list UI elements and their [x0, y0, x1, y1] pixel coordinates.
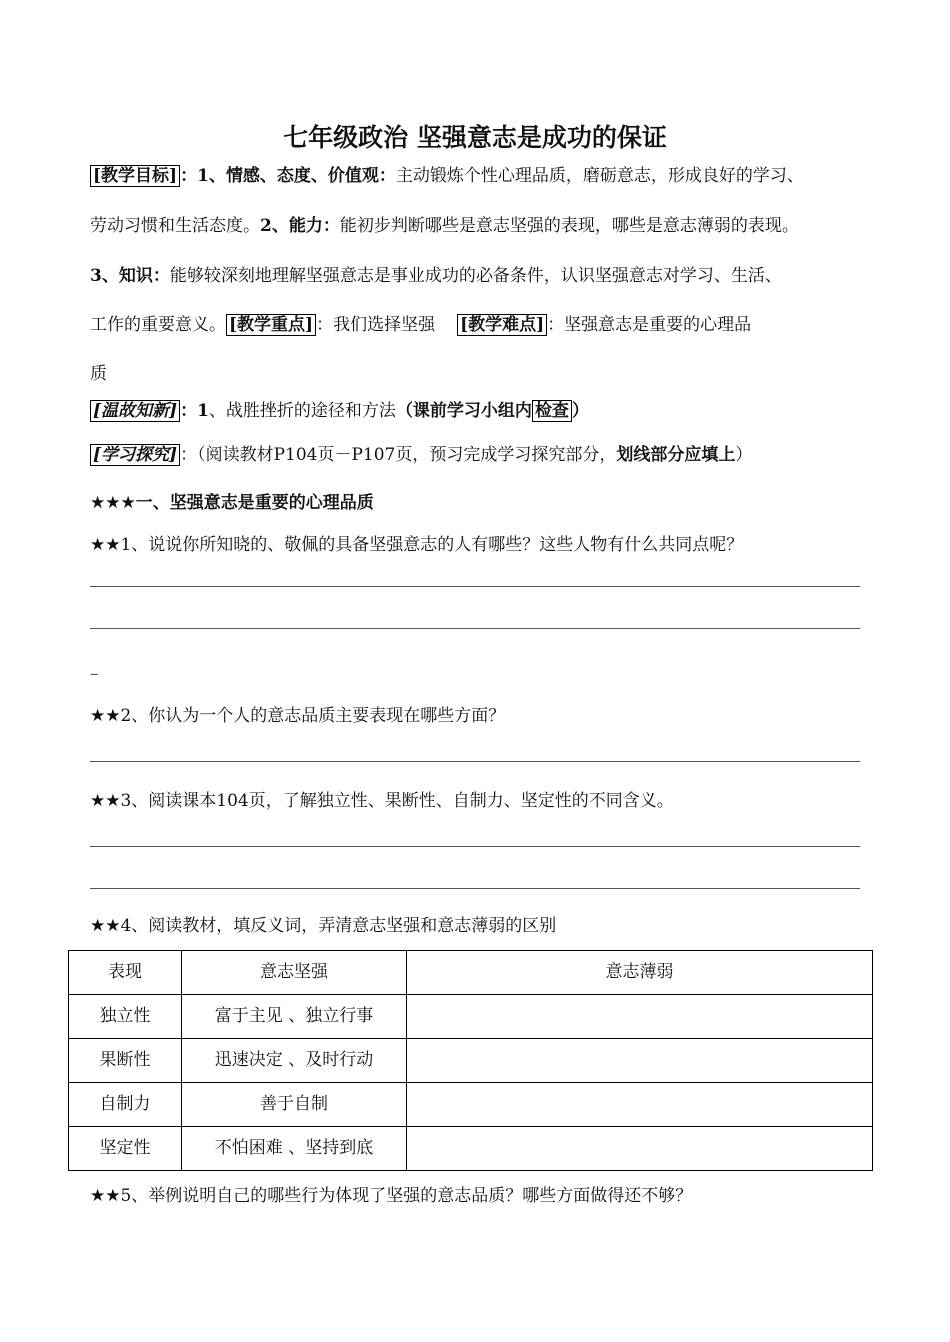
star-icon: ★★ [90, 916, 121, 936]
star-icon: ★★ [90, 791, 121, 811]
question-1: ★★1、说说你所知晓的、敬佩的具备坚强意志的人有哪些？这些人物有什么共同点呢？ [90, 535, 744, 555]
goals-line-3: 3、知识：能够较深刻地理解坚强意志是事业成功的必备条件，认识坚强意志对学习、生活、 [90, 266, 782, 286]
table-cell: 自制力 [69, 1083, 182, 1127]
goals-label: [教学目标] [90, 165, 180, 187]
star-icon: ★★ [90, 706, 121, 726]
review-label: [温故知新] [90, 400, 180, 422]
antonym-table [68, 950, 873, 1171]
key-point-label: [教学重点] [226, 314, 316, 336]
table-header: 意志薄弱 [407, 951, 873, 995]
table-cell-blank[interactable] [407, 1127, 873, 1171]
table-row [69, 995, 873, 1039]
question-4: ★★4、阅读教材，填反义词，弄清意志坚强和意志薄弱的区别 [90, 916, 557, 936]
dash-mark: – [90, 664, 99, 684]
answer-line [90, 761, 860, 762]
answer-line [90, 846, 860, 847]
table-cell-blank[interactable] [407, 995, 873, 1039]
table-row [69, 1039, 873, 1083]
table-cell: 果断性 [69, 1039, 182, 1083]
goals-line-1: [教学目标] ：1、情感、态度、价值观：主动锻炼个性心理品质，磨砺意志，形成良好的学习、 [90, 161, 804, 186]
table-cell-blank[interactable] [407, 1083, 873, 1127]
table-header: 意志坚强 [182, 951, 407, 995]
table-header: 表现 [69, 951, 182, 995]
difficulty-label: [教学难点] [457, 314, 547, 336]
question-5: ★★5、举例说明自己的哪些行为体现了坚强的意志品质？哪些方面做得还不够？ [90, 1186, 693, 1206]
answer-line [90, 586, 860, 587]
question-2: ★★2、你认为一个人的意志品质主要表现在哪些方面？ [90, 706, 506, 726]
answer-line [90, 628, 860, 629]
explore-line: [学习探究] ：（阅读教材P104页－P107页，预习完成学习探究部分，划线部分应填上） [90, 440, 752, 465]
star-icon: ★★ [90, 535, 121, 555]
table-cell: 富于主见 、独立行事 [182, 995, 407, 1039]
section-heading: ★★★一、坚强意志是重要的心理品质 [90, 493, 374, 513]
check-box-text: 检查 [532, 400, 572, 422]
goals-line-2: 劳动习惯和生活态度。2、能力：能初步判断哪些是意志坚强的表现，哪些是意志薄弱的表现。 [90, 216, 799, 236]
explore-label: [学习探究] [90, 444, 180, 466]
table-cell: 善于自制 [182, 1083, 407, 1127]
question-3: ★★3、阅读课本104页，了解独立性、果断性、自制力、坚定性的不同含义。 [90, 791, 674, 811]
table-row [69, 1127, 873, 1171]
table-cell: 坚定性 [69, 1127, 182, 1171]
star-icon: ★★ [90, 1186, 121, 1206]
answer-line [90, 888, 860, 889]
page-title: 七年级政治 坚强意志是成功的保证 [283, 123, 667, 152]
table-row [69, 1083, 873, 1127]
table-cell: 独立性 [69, 995, 182, 1039]
table-cell: 不怕困难 、坚持到底 [182, 1127, 407, 1171]
table-cell: 迅速决定 、及时行动 [182, 1039, 407, 1083]
review-line: [温故知新] ：1、战胜挫折的途径和方法（课前学习小组内 检查 ） [90, 396, 589, 421]
goals-line-4: 工作的重要意义。 [教学重点] ：我们选择坚强 [教学难点] ：坚强意志是重要的心理品 [90, 315, 752, 335]
table-cell-blank[interactable] [407, 1039, 873, 1083]
star-icon: ★★★ [90, 493, 136, 513]
table-header-row [69, 951, 873, 995]
goals-line-5: 质 [90, 364, 107, 384]
